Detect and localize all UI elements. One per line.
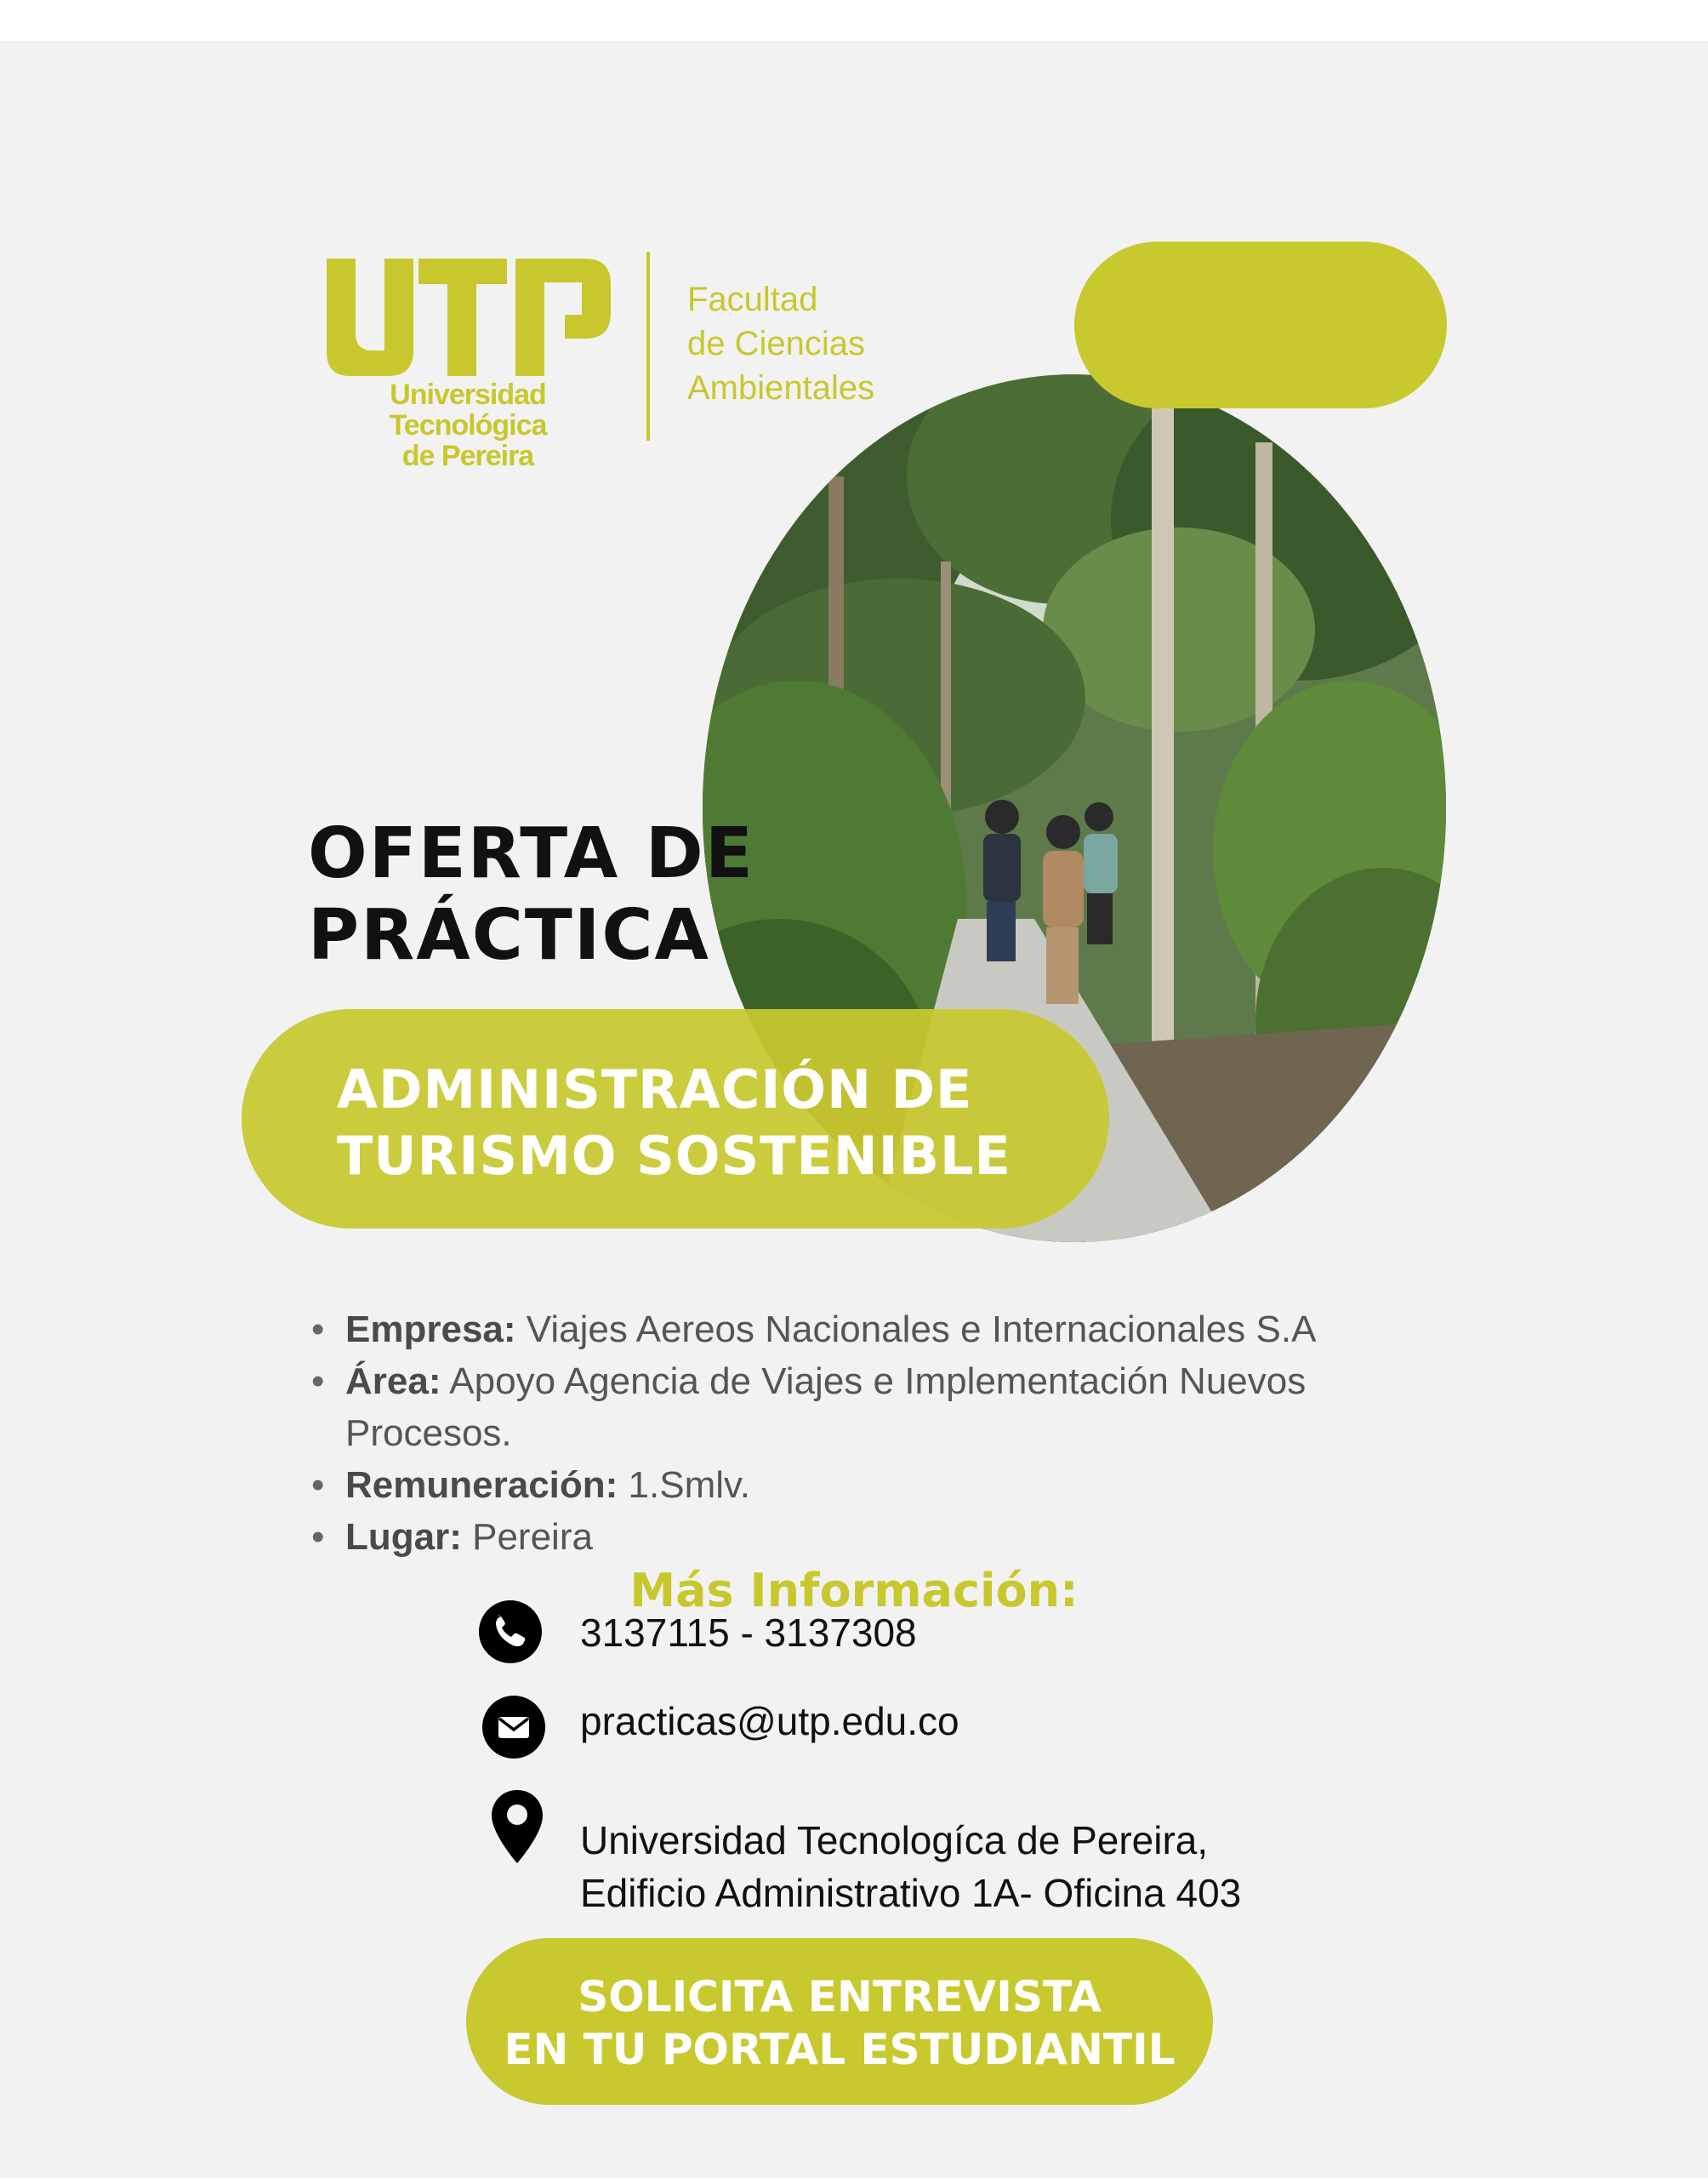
- detail-label: Lugar:: [345, 1516, 462, 1558]
- offer-details-list: [308, 1303, 1414, 1563]
- faculty-line-3: Ambientales: [687, 369, 875, 407]
- detail-label: Empresa:: [345, 1309, 516, 1350]
- address-line-1: Universidad Tecnologíca de Pereira,: [580, 1818, 1209, 1862]
- cta-text: [466, 1970, 1213, 2076]
- program-title-line-1: ADMINISTRACIÓN DE: [337, 1058, 973, 1120]
- cta-line-2: EN TU PORTAL ESTUDIANTIL: [504, 2025, 1176, 2074]
- program-title: [337, 1057, 1011, 1189]
- university-line-2: de Pereira: [401, 440, 534, 472]
- location-pin-icon: [490, 1788, 544, 1865]
- detail-value: 1.Smlv.: [618, 1464, 750, 1506]
- headline-line-1: OFERTA DE: [308, 813, 754, 894]
- flyer: [0, 41, 1708, 2178]
- detail-label: Remuneración:: [345, 1464, 618, 1506]
- detail-value: Viajes Aereos Nacionales e Internacionales S.A: [515, 1309, 1317, 1350]
- address: [580, 1814, 1241, 1919]
- detail-empresa: [308, 1303, 1414, 1355]
- detail-value: Pereira: [461, 1516, 593, 1558]
- program-title-pill: [242, 1009, 1109, 1229]
- cta-line-1: SOLICITA ENTREVISTA: [578, 1972, 1102, 2021]
- university-line-1: Universidad Tecnológica: [389, 379, 547, 442]
- detail-label: Área:: [345, 1360, 441, 1402]
- more-info-heading: Más Información:: [629, 1564, 1079, 1617]
- faculty-name: [687, 277, 874, 410]
- detail-area: [308, 1355, 1414, 1459]
- email-address[interactable]: practicas@utp.edu.co: [580, 1699, 959, 1743]
- logo-divider: [646, 252, 650, 441]
- program-title-line-2: TURISMO SOSTENIBLE: [337, 1125, 1011, 1187]
- headline-line-2: PRÁCTICA: [308, 895, 710, 976]
- phone-number[interactable]: 3137115 - 3137308: [580, 1611, 917, 1655]
- headline: [308, 813, 754, 977]
- university-name: [323, 379, 612, 471]
- utp-logo: [323, 245, 885, 472]
- faculty-line-2: de Ciencias: [687, 325, 866, 362]
- faculty-line-1: Facultad: [687, 281, 818, 318]
- detail-lugar: [308, 1511, 1414, 1563]
- utp-logo-mark: [323, 254, 612, 381]
- detail-value: Apoyo Agencia de Viajes e Implementación Nuevos Procesos.: [345, 1360, 1307, 1454]
- decorative-pill: [1074, 242, 1447, 408]
- address-line-2: Edificio Administrativo 1A- Oficina 403: [580, 1871, 1242, 1915]
- detail-remuneracion: [308, 1459, 1414, 1511]
- mail-icon: [481, 1695, 546, 1759]
- request-interview-button[interactable]: [466, 1938, 1213, 2105]
- phone-icon: [478, 1599, 543, 1664]
